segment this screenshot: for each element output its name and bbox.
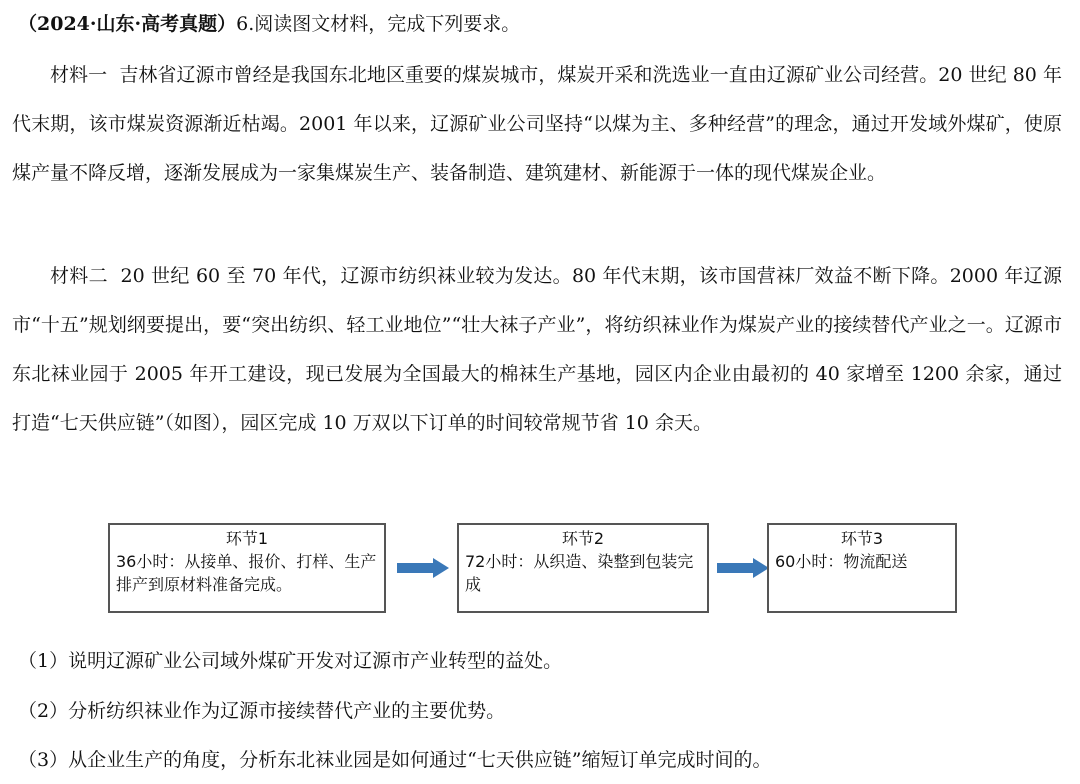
step-title-2: 环节2 xyxy=(561,529,605,548)
arrow-right-icon xyxy=(715,557,771,579)
question-2: （2）分析纺织袜业作为辽源市接续替代产业的主要优势。 xyxy=(18,700,506,722)
step-desc-2: 72小时：从织造、染整到包装完成 xyxy=(465,552,694,594)
arrow-right-icon xyxy=(395,557,451,579)
material-two-label: 材料二 xyxy=(50,265,108,287)
source-tag: （2024·山东·高考真题） xyxy=(18,13,237,35)
step-box-3 xyxy=(767,523,957,613)
question-header xyxy=(18,10,520,38)
material-one-text: 吉林省辽源市曾经是我国东北地区重要的煤炭城市，煤炭开采和洗选业一直由辽源矿业公司经营。20 世纪 80 年代末期，该市煤炭资源渐近枯竭。2001 年以来，辽源矿业公司坚持“以煤为主、多种经营”的理念，通过开发域外煤矿，使原煤产量不降反增，逐渐发展成为一家集煤炭生产、装备制造、建筑建材、新能源于一体的现代煤炭企业。 xyxy=(12,64,1062,184)
question-3: （3）从企业生产的角度，分析东北袜业园是如何通过“七天供应链”缩短订单完成时间的。 xyxy=(18,749,772,771)
instruction-text: 阅读图文材料，完成下列要求。 xyxy=(254,13,521,35)
material-two-text: 20 世纪 60 至 70 年代，辽源市纺织袜业较为发达。80 年代末期，该市国营袜厂效益不断下降。2000 年辽源市“十五”规划纲要提出，要“突出纺织、轻工业地位”“壮大袜子产业”，将纺织袜业作为煤炭产业的接续替代产业之一。辽源市东北袜业园于 2005 年开工建设，现已发展为全国最大的棉袜生产基地，园区内企业由最初的 40 家增至 1200 余家，通过打造“七天供应链”（如图），园区完成 10 万双以下订单的时间较常规节省 10 余天。 xyxy=(12,265,1062,434)
question-number: 6. xyxy=(236,13,255,35)
step-desc-3: 60小时：物流配送 xyxy=(775,552,908,571)
step-title-1: 环节1 xyxy=(225,529,269,548)
step-box-1 xyxy=(108,523,386,613)
material-two xyxy=(12,252,1062,448)
step-title-3: 环节3 xyxy=(840,529,884,548)
question-1: （1）说明辽源矿业公司域外煤矿开发对辽源市产业转型的益处。 xyxy=(18,650,563,672)
material-one xyxy=(12,51,1062,198)
step-desc-1: 36小时：从接单、报价、打样、生产排产到原材料准备完成。 xyxy=(116,552,377,594)
material-one-label: 材料一 xyxy=(50,64,108,86)
step-box-2 xyxy=(457,523,709,613)
